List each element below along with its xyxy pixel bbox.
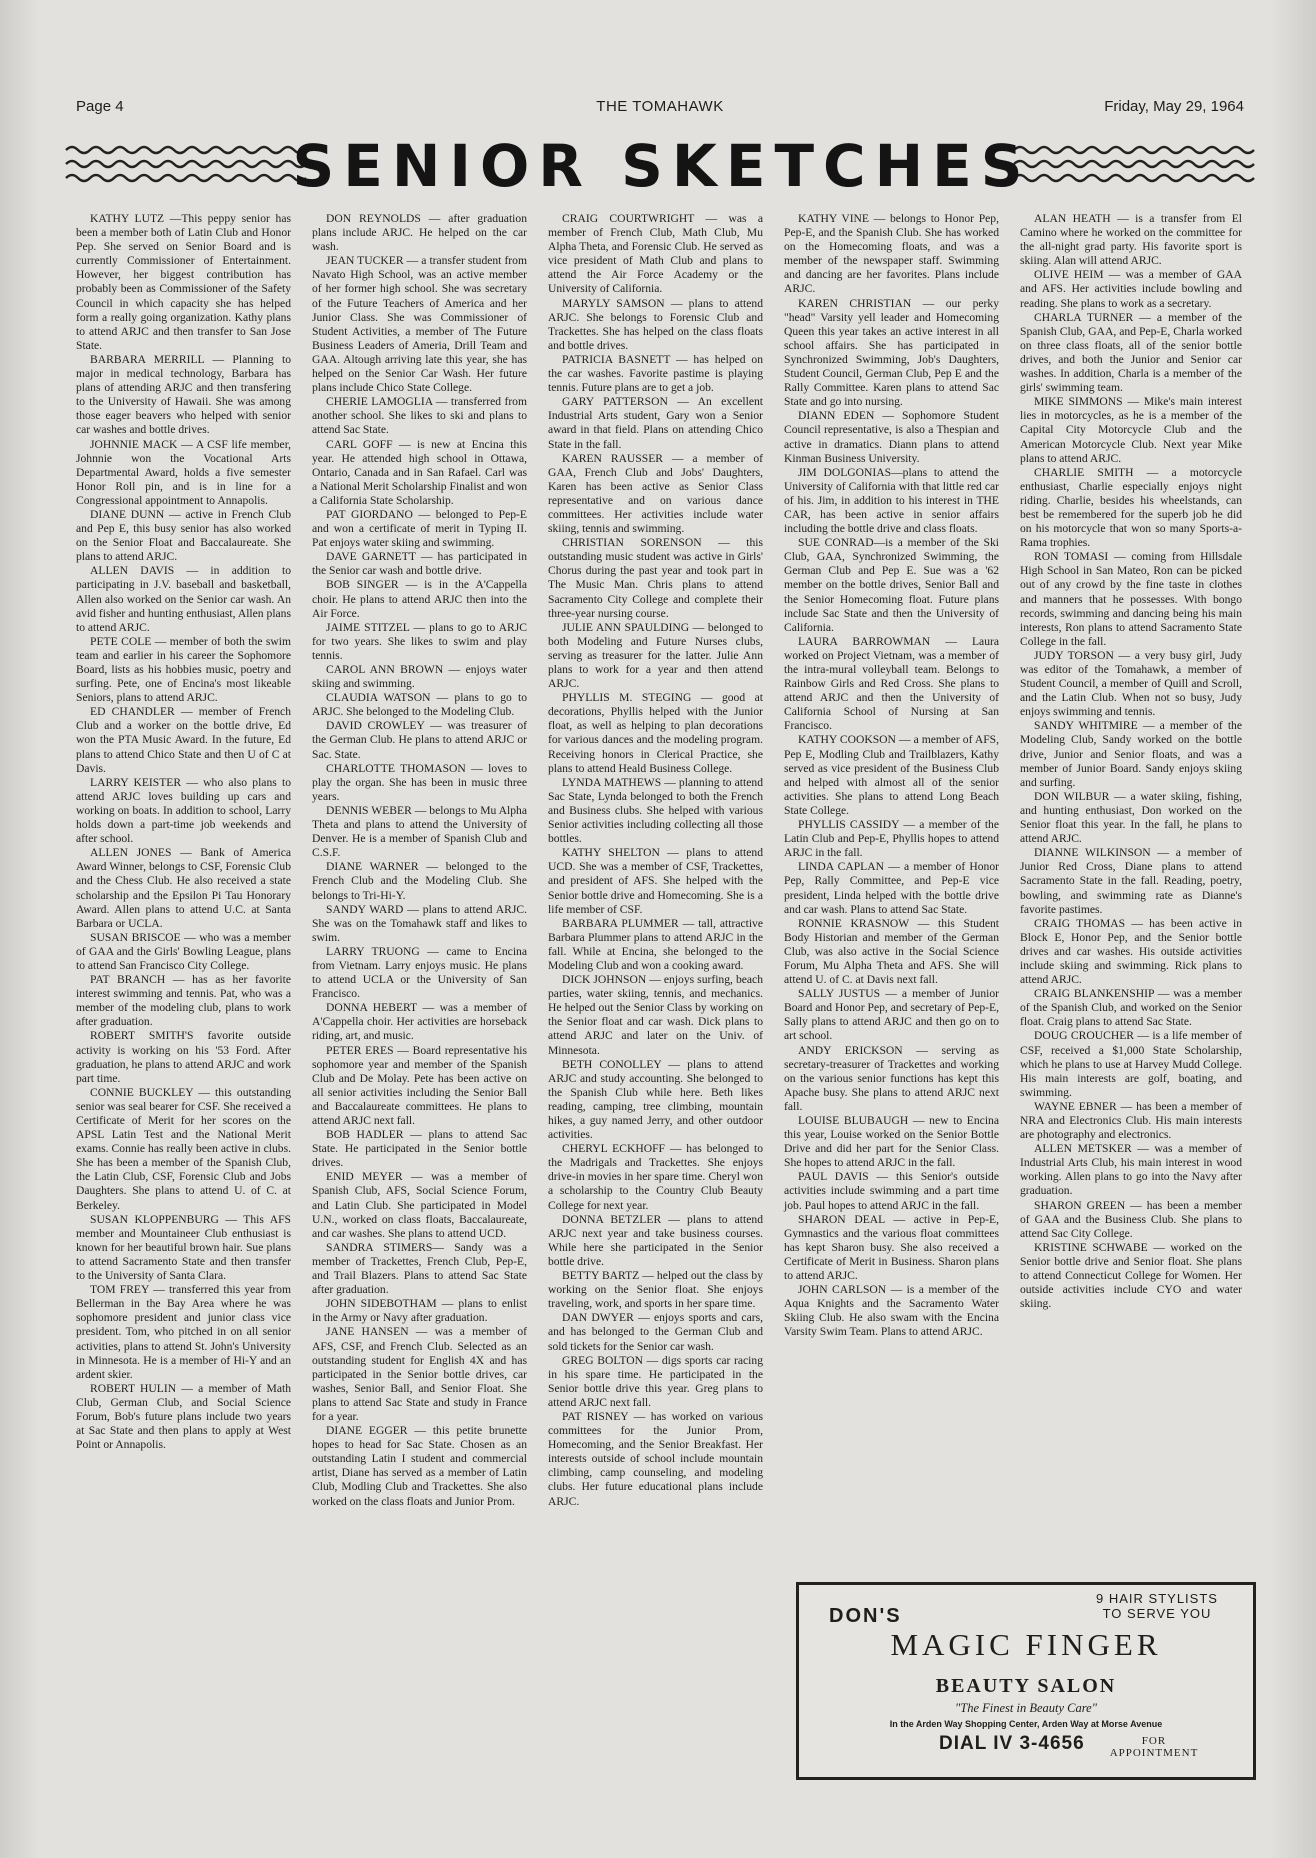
senior-sketch: JUDY TORSON — a very busy girl, Judy was editor of the Tomahawk, a member of Student Council, a member of Quill and Scroll, and the Latin Club. When not so busy, Judy enjoys swimming and tennis. <box>1020 648 1242 719</box>
senior-sketch: PAT BRANCH — has as her favorite interest swimming and tennis. Pat, who was a member of the modeling club, plans to work after graduation. <box>76 973 291 1029</box>
senior-sketch: MIKE SIMMONS — Mike's main interest lies in motorcycles, as he is a member of the Capital City Motorcycle Club and the American Motorcycle Club. Next year Mike plans to attend ARJC. <box>1020 395 1242 465</box>
senior-sketch: LAURA BARROWMAN — Laura worked on Project Vietnam, was a member of the intra-mural volleyball team. Belongs to Rainbow Girls and Red Cross. She plans to attend ARJC and then the University of California School of Nursing at San Francisco. <box>784 634 999 733</box>
senior-sketch: PAUL DAVIS — this Senior's outside activities include swimming and a part time job. Paul hopes to attend ARJC in the fall. <box>784 1170 999 1212</box>
senior-sketch: CHERYL ECKHOFF — has belonged to the Madrigals and Trackettes. She enjoys drive-in movies in her spare time. Cheryl won a scholarship to the Country Club Beauty College for next year. <box>548 1142 763 1212</box>
senior-sketch: BOB HADLER — plans to attend Sac State. He participated in the Senior bottle drives. <box>312 1128 527 1170</box>
newspaper-name: THE TOMAHAWK <box>596 98 724 115</box>
senior-sketch: DIANNE WILKINSON — a member of Junior Red Cross, Diane plans to attend Sacramento State in the fall. Reading, poetry, bowling, and swimming rate as Dianne's favorite pastimes. <box>1020 846 1242 916</box>
ad-dons: DON'S <box>829 1605 902 1627</box>
ad-phone: DIAL IV 3-4656 <box>939 1733 1085 1754</box>
column-3 <box>548 212 763 1509</box>
senior-sketch: BETH CONOLLEY — plans to attend ARJC and study accounting. She belonged to the Spanish Club while here. Beth likes reading, camping, tree climbing, mountain hikes, a guy named Jerry, and other outdoor activities. <box>548 1057 763 1142</box>
senior-sketch: TOM FREY — transferred this year from Bellerman in the Bay Area where he was sophomore president and junior class vice president. Tom, who pitched in on all senior activities, plans to attend St. John's University in Minnesota. He is a member of Hi-Y and an ardent skier. <box>76 1283 291 1381</box>
senior-sketch: GREG BOLTON — digs sports car racing in his spare time. He participated in the Senior bottle drive this year. Greg plans to attend ARJC next fall. <box>548 1353 763 1409</box>
senior-sketch: ALLEN JONES — Bank of America Award Winner, belongs to CSF, Forensic Club and the Chess Club. He also received a state scholarship and the Epsilon Pi Tau Honorary Award. Allen plans to attend U.C. at Santa Barbara or UCLA. <box>76 846 291 930</box>
senior-sketch: WAYNE EBNER — has been a member of NRA and Electronics Club. His main interests are photography and electronics. <box>1020 1099 1242 1142</box>
senior-sketch: JEAN TUCKER — a transfer student from Navato High School, was an active member of her former high school. She was secretary of the Future Teachers of America and her Junior Class. She was Commissioner of Student Activities, a member of The Future Business Leaders of Ameria, Drill Team and GAA. Altough arriving late this year, she has helped on the Senior Car Wash. Her future plans include Chico State College. <box>312 254 527 395</box>
senior-sketch: LYNDA MATHEWS — planning to attend Sac State, Lynda belonged to both the French and Business clubs. She helped with various Senior activities including collecting all those bottles. <box>548 775 763 846</box>
senior-sketch: CRAIG THOMAS — has been active in Block E, Honor Pep, and the Senior bottle drives and car washes. His outside activities include skiing and swimming. Rick plans to attend ARJC. <box>1020 916 1242 987</box>
senior-sketch: DAVE GARNETT — has participated in the Senior car wash and bottle drive. <box>312 550 527 578</box>
ad-salon: BEAUTY SALON <box>935 1675 1117 1697</box>
senior-sketch: JANE HANSEN — was a member of AFS, CSF, and French Club. Selected as an outstanding student for English 4X and has participated in the Senior bottle drives, car washes, Senior Ball, and Senior Float. She plans to attend Sac State and study in France for a year. <box>312 1325 527 1423</box>
senior-sketch: PAT GIORDANO — belonged to Pep-E and won a certificate of merit in Typing II. Pat enjoys water skiing and swimming. <box>312 507 527 550</box>
senior-sketch: DIANE EGGER — this petite brunette hopes to head for Sac State. Chosen as an outstanding Latin I student and commercial artist, Diane has served as a member of Latin Club, Modling Club and Trackettes. She also worked on the class floats and Junior Prom. <box>312 1424 527 1508</box>
beauty-salon-ad <box>796 1582 1256 1780</box>
senior-sketch: DON REYNOLDS — after graduation plans include ARJC. He helped on the car wash. <box>312 212 527 254</box>
senior-sketch: KATHY SHELTON — plans to attend UCD. She was a member of CSF, Trackettes, and president of AFS. She helped with the Senior bottle drive and Homecoming. She is a life member of CSF. <box>548 846 763 916</box>
senior-sketch: PATRICIA BASNETT — has helped on the car washes. Favorite pastime is playing tennis. Future plans are to get a job. <box>548 352 763 395</box>
senior-sketch: JOHN SIDEBOTHAM — plans to enlist in the Army or Navy after graduation. <box>312 1297 527 1325</box>
senior-sketch: SUE CONRAD—is a member of the Ski Club, GAA, Synchronized Swimming, the German Club and Pep E. Sue was a '62 member on the bottle drives, Senior Ball and the Senior Homecoming float. Future plans include Sac State and then the University of California. <box>784 536 999 634</box>
column-5 <box>1020 212 1242 1311</box>
section-title: SENIOR SKETCHES <box>292 132 1032 200</box>
page-header <box>76 96 1244 122</box>
ad-location: In the Arden Way Shopping Center, Arden Way at Morse Avenue <box>889 1719 1163 1729</box>
senior-sketch: ED CHANDLER — member of French Club and a worker on the bottle drive, Ed won the PTA Music Award. In the future, Ed plans to attend Chico State and then U of C at Davis. <box>76 705 291 775</box>
senior-sketch: KATHY COOKSON — a member of AFS, Pep E, Modling Club and Trailblazers, Kathy served as vice president of the Business Club and helped with almost all of the senior activities. She plans to attend Long Beach State College. <box>784 733 999 817</box>
ad-tagline: "The Finest in Beauty Care" <box>955 1701 1097 1715</box>
senior-sketch: RONNIE KRASNOW — this Student Body Historian and member of the German Club, was also active in the Social Science Forum, Mu Alpha Theta and AFS. She will attend U. of C. at Davis next fall. <box>784 916 999 987</box>
senior-sketch: BOB SINGER — is in the A'Cappella choir. He plans to attend ARJC then into the Air Force. <box>312 578 527 620</box>
ad-magic-finger: MAGIC FINGER <box>890 1627 1162 1662</box>
senior-sketch: KATHY VINE — belongs to Honor Pep, Pep-E, and the Spanish Club. She has worked on the Homecoming floats, and was a member of the newspaper staff. Swimming and dancing are her favorites. Plans include ARJC. <box>784 212 999 296</box>
senior-sketch: CAROL ANN BROWN — enjoys water skiing and swimming. <box>312 663 527 691</box>
senior-sketch: CHARLIE SMITH — a motorcycle enthusiast, Charlie especially enjoys night riding. Charlie, besides his wheelstands, can best be remembered for the superb job he did on his motorcycle that won so many Sports-a-Rama trophies. <box>1020 465 1242 550</box>
senior-sketch: CRAIG BLANKENSHIP — was a member of the Spanish Club, and worked on the Senior float. Craig plans to attend Sac State. <box>1020 987 1242 1029</box>
column-1 <box>76 212 291 1452</box>
senior-sketch: DOUG CROUCHER — is a life member of CSF, received a $1,000 State Scholarship, which he plans to use at Harvey Mudd College. His main interests are golf, boating, and swimming. <box>1020 1029 1242 1099</box>
senior-sketch: KAREN RAUSSER — a member of GAA, French Club and Jobs' Daughters, Karen has been active as Senior Class representative and on various dance committees. Her activities include water skiing, tennis and swimming. <box>548 451 763 536</box>
senior-sketch: PAT RISNEY — has worked on various committees for the Junior Prom, Homecoming, and the Senior Breakfast. Her interests outside of school include mountain climbing, camp counseling, and modeling clubs. Her future educational plans include ARJC. <box>548 1409 763 1508</box>
senior-sketch: CHERIE LAMOGLIA — transferred from another school. She likes to ski and plans to attend Sac State. <box>312 395 527 437</box>
senior-sketch: LARRY KEISTER — who also plans to attend ARJC loves building up cars and working on boats. In addition to school, Larry holds down a part-time job weekends and after school. <box>76 775 291 846</box>
senior-sketch: DONNA HEBERT — was a member of A'Cappella choir. Her activities are horseback riding, art, and music. <box>312 1001 527 1043</box>
senior-sketch: JIM DOLGONIAS—plans to attend the University of California with that little red car of his. Jim, in addition to his interest in THE CAR, has been active in senior affairs including the bottle drive and class floats. <box>784 465 999 536</box>
senior-sketch: DENNIS WEBER — belongs to Mu Alpha Theta and plans to attend the University of Denver. He is a member of Spanish Club and C.S.F. <box>312 803 527 860</box>
senior-sketch: BETTY BARTZ — helped out the class by working on the Senior float. She enjoys traveling, work, and sports in her spare time. <box>548 1269 763 1311</box>
senior-sketch: DAVID CROWLEY — was treasurer of the German Club. He plans to attend ARJC or Sac. State. <box>312 719 527 761</box>
senior-sketch: PETER ERES — Board representative his sophomore year and member of the Spanish Club and De Molay. Pete has been active on all senior activities including the Senior Ball and Baccalaureate committees. He plans to attend ARJC next fall. <box>312 1043 527 1127</box>
senior-sketch: SANDY WARD — plans to attend ARJC. She was on the Tomahawk staff and likes to swim. <box>312 902 527 944</box>
senior-sketch: LARRY TRUONG — came to Encina from Vietnam. Larry enjoys music. He plans to attend UCLA or the University of San Francisco. <box>312 944 527 1001</box>
senior-sketch: CARL GOFF — is new at Encina this year. He attended high school in Ottawa, Ontario, Canada and in San Rafael. Carl was a National Merit Scholarship Finalist and won a California State Scholarship. <box>312 437 527 507</box>
senior-sketch: JOHN CARLSON — is a member of the Aqua Knights and the Sacramento Water Skiing Club. He also swam with the Encina Varsity Swim Team. Plans to attend ARJC. <box>784 1283 999 1339</box>
senior-sketch: OLIVE HEIM — was a member of GAA and AFS. Her activities include bowling and reading. She plans to work as a secretary. <box>1020 268 1242 310</box>
senior-sketch: SUSAN KLOPPENBURG — This AFS member and Mountaineer Club enthusiast is known for her beautiful brown hair. Sue plans to attend Sacramento State and then transfer to the University of Santa Clara. <box>76 1212 291 1283</box>
senior-sketch: MARYLY SAMSON — plans to attend ARJC. She belongs to Forensic Club and Trackettes. She has helped on the class floats and bottle drives. <box>548 296 763 352</box>
senior-sketch: SANDY WHITMIRE — a member of the Modeling Club, Sandy worked on the bottle drive, Junior and Senior floats, and was a member of Junior Board. Sandy enjoys skiing and surfing. <box>1020 719 1242 789</box>
senior-sketch: JULIE ANN SPAULDING — belonged to both Modeling and Future Nurses clubs, serving as treasurer for the latter. Julie Ann plans to work for a year and then attend ARJC. <box>548 620 763 691</box>
senior-sketch: ALLEN DAVIS — in addition to participating in J.V. baseball and basketball, Allen also worked on the Senior car wash. An avid fisher and hunting enthusiast, Allen plans to attend ARJC. <box>76 564 291 634</box>
senior-sketch: CRAIG COURTWRIGHT — was a member of French Club, Math Club, Mu Alpha Theta, and Forensic Club. He served as vice president of Math Club and plans to attend the Air Force Academy or the University of California. <box>548 212 763 296</box>
column-4 <box>784 212 999 1340</box>
senior-sketch: CHRISTIAN SORENSON — this outstanding music student was active in Girls' Chorus during the past year and took part in The Music Man. Chris plans to attend Sacramento City College and complete their three-year nursing course. <box>548 536 763 620</box>
senior-sketch: CONNIE BUCKLEY — this outstanding senior was seal bearer for CSF. She received a Certificate of Merit for her scores on the APSL Latin Test and the National Merit exams. Connie has really been active in clubs. She has been a member of the Spanish Club, the Latin Club, CSF, Forensic Club and Jobs Daughters. She plans to attend U. of C. at Berkeley. <box>76 1085 291 1212</box>
senior-sketch: SHARON GREEN — has been a member of GAA and the Business Club. She plans to attend Sac City College. <box>1020 1198 1242 1240</box>
senior-sketch: ALLEN METSKER — was a member of Industrial Arts Club, his main interest in wood working. Allen plans to go into the Navy after graduation. <box>1020 1142 1242 1198</box>
senior-sketch: SALLY JUSTUS — a member of Junior Board and Honor Pep, and secretary of Pep-E, Sally plans to attend ARJC and then go on to art school. <box>784 987 999 1043</box>
senior-sketch: SANDRA STIMERS— Sandy was a member of Trackettes, French Club, Pep-E, and Trail Blazers. Plans to attend Sac State after graduation. <box>312 1240 527 1297</box>
senior-sketch: DONNA BETZLER — plans to attend ARJC next year and take business courses. While here she participated in the Senior bottle drive. <box>548 1212 763 1268</box>
senior-sketch: JAIME STITZEL — plans to go to ARJC for two years. She likes to swim and play tennis. <box>312 620 527 662</box>
senior-sketch: SUSAN BRISCOE — who was a member of GAA and the Girls' Bowling League, plans to attend San Francisco City College. <box>76 930 291 972</box>
senior-sketch: DICK JOHNSON — enjoys surfing, beach parties, water skiing, tennis, and mechanics. He helped out the Senior Class by working on the Senior float and car wash. Dick plans to attend ARJC and later on the Univ. of Minnesota. <box>548 973 763 1057</box>
senior-sketch: KATHY LUTZ —This peppy senior has been a member both of Latin Club and Honor Pep. She served on Senior Board and is currently Commissioner of Entertainment. However, her biggest contribution has probably been as Commissioner of the Safety Council in which capacity she has helped form a really going organization. Kathy plans to attend ARJC and then transfer to San Jose State. <box>76 212 291 352</box>
ad-stylists: 9 HAIR STYLISTS TO SERVE YOU <box>1096 1591 1218 1621</box>
issue-date: Friday, May 29, 1964 <box>1104 98 1244 115</box>
title-banner <box>64 128 1260 206</box>
senior-sketch: RON TOMASI — coming from Hillsdale High School in San Mateo, Ron can be picked out of any crowd by the fine taste in clothes and manners that he possesses. With bongo records, swimming and dancing being his main interests, Ron plans to attend Sacramento State College in the fall. <box>1020 550 1242 648</box>
senior-sketch: GARY PATTERSON — An excellent Industrial Arts student, Gary won a Senior award in that field. Plans on attending Chico State in the fall. <box>548 395 763 451</box>
senior-sketch: LINDA CAPLAN — a member of Honor Pep, Rally Committee, and Pep-E vice president, Linda helped with the bottle drive and car wash. Plans to attend Sac State. <box>784 860 999 916</box>
senior-sketch: ENID MEYER — was a member of Spanish Club, AFS, Social Science Forum, and Latin Club. She participated in Model U.N., worked on class floats, Baccalaureate, and car washes. She plans to attend UCD. <box>312 1170 527 1240</box>
senior-sketch: ALAN HEATH — is a transfer from El Camino where he worked on the committee for the all-night grad party. His favorite sport is skiing. Alan will attend ARJC. <box>1020 212 1242 268</box>
senior-sketch: PHYLLIS CASSIDY — a member of the Latin Club and Pep-E, Phyllis hopes to attend ARJC in the fall. <box>784 818 999 860</box>
senior-sketch: DIANE DUNN — active in French Club and Pep E, this busy senior has also worked on the Senior Float and Baccalaureate. She plans to attend ARJC. <box>76 507 291 564</box>
column-2 <box>312 212 527 1509</box>
senior-sketch: ROBERT HULIN — a member of Math Club, German Club, and Social Science Forum, Bob's future plans include two years at Sac State and then plans to apply at West Point or Annapolis. <box>76 1381 291 1452</box>
senior-sketch: ROBERT SMITH'S favorite outside activity is working on his '53 Ford. After graduation, he plans to attend ARJC and work part time. <box>76 1029 291 1085</box>
senior-sketch: DON WILBUR — a water skiing, fishing, and hunting enthusiast, Don worked on the Senior float this year. In the fall, he plans to attend ARJC. <box>1020 789 1242 846</box>
senior-sketch: KAREN CHRISTIAN — our perky "head" Varsity yell leader and Homecoming Queen this year takes an active interest in all school affairs. She has participated in Synchronized Swimming, Job's Daughters, Student Council, German Club, Pep E and the Rally Committee. Karen plans to attend Sac State and go into nursing. <box>784 296 999 409</box>
senior-sketch: PETE COLE — member of both the swim team and earlier in his career the Sophomore Board, lists as his hobbies music, poetry and surfing. Pete, one of Encina's most likeable Seniors, plans to attend ARJC. <box>76 634 291 705</box>
page-number: Page 4 <box>76 98 124 115</box>
senior-sketch: KRISTINE SCHWABE — worked on the Senior bottle drive and Senior float. She plans to attend Connecticut College for Women. Her outside activities include CYO and water skiing. <box>1020 1240 1242 1311</box>
ad-appointment: FOR APPOINTMENT <box>1109 1735 1199 1759</box>
senior-sketch: SHARON DEAL — active in Pep-E, Gymnastics and the various float committees has kept Sharon busy. She also received a Certificate of Merit in Business. Sharon plans to attend ARJC. <box>784 1212 999 1283</box>
senior-sketch: DAN DWYER — enjoys sports and cars, and has belonged to the German Club and sold tickets for the Senior car wash. <box>548 1311 763 1353</box>
senior-sketch: LOUISE BLUBAUGH — new to Encina this year, Louise worked on the Senior Bottle Drive and did her part for the Senior Class. She hopes to attend ARJC in the fall. <box>784 1114 999 1170</box>
senior-sketch: PHYLLIS M. STEGING — good at decorations, Phyllis helped with the Junior float, as well as helping to plan decorations for various dances and the modeling program. Receiving honors in Clerical Practice, she plans to attend Heald Business College. <box>548 691 763 775</box>
senior-sketch: DIANE WARNER — belonged to the French Club and the Modeling Club. She belongs to Tri-Hi-Y. <box>312 860 527 902</box>
senior-sketch: CHARLA TURNER — a member of the Spanish Club, GAA, and Pep-E, Charla worked on three class floats, all of the senior bottle drives, and both the Junior and Senior car washes. In addition, Charla is a member of the girls' swimming team. <box>1020 310 1242 395</box>
senior-sketch: CLAUDIA WATSON — plans to go to ARJC. She belonged to the Modeling Club. <box>312 691 527 719</box>
senior-sketch: BARBARA PLUMMER — tall, attractive Barbara Plummer plans to attend ARJC in the fall. While at Encina, she belonged to the Modeling Club and won a cooking award. <box>548 916 763 972</box>
senior-sketch: JOHNNIE MACK — A CSF life member, Johnnie won the Vocational Arts Departmental Award, holds a five semester Honor Roll pin, and is in line for a Congressional appointment to Annapolis. <box>76 437 291 507</box>
senior-sketch: BARBARA MERRILL — Planning to major in medical technology, Barbara has plans of attending ARJC and then transfering to the University of Hawaii. She was among those eager beavers who helped with senior car washes and bottle drives. <box>76 352 291 437</box>
senior-sketch: CHARLOTTE THOMASON — loves to play the organ. She has been in music three years. <box>312 761 527 803</box>
senior-sketch: ANDY ERICKSON — serving as secretary-treasurer of Trackettes and working on the various senior functions has kept this Apache busy. She plans to attend ARJC next fall. <box>784 1043 999 1113</box>
senior-sketch: DIANN EDEN — Sophomore Student Council representative, is also a Thespian and active in dramatics. Diann plans to attend Kinman Business University. <box>784 409 999 465</box>
